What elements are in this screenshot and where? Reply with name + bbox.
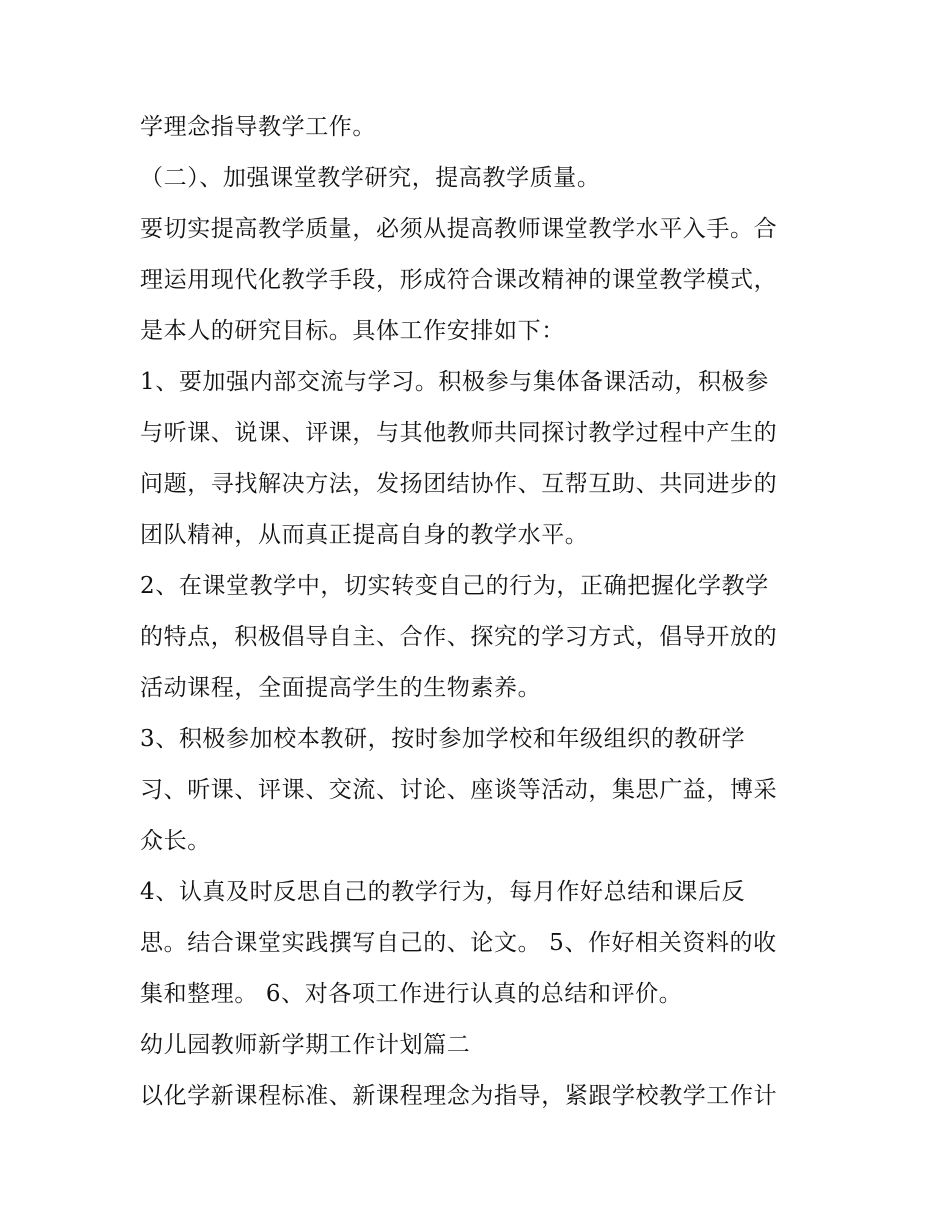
- text-line: 集和整理。 6、对各项工作进行认真的总结和评价。: [140, 981, 683, 1007]
- text-line: 团队精神，从而真正提高自身的教学水平。: [140, 522, 589, 548]
- text-line: 是本人的研究目标。具体工作安排如下：: [140, 318, 565, 344]
- section-heading: （二）、加强课堂教学研究，提高教学质量。: [140, 165, 601, 191]
- text-line: 众长。: [140, 828, 211, 854]
- text-line: 习、听课、评课、交流、讨论、座谈等活动，集思广益，博采: [140, 777, 778, 803]
- text-line: 的特点，积极倡导自主、合作、探究的学习方式，倡导开放的: [140, 624, 778, 650]
- list-item-line: 4、认真及时反思自己的教学行为，每月作好总结和课后反: [140, 879, 746, 905]
- text-line: 问题，寻找解决方法，发扬团结协作、互帮互助、共同进步的: [140, 471, 778, 497]
- list-item-line: 1、要加强内部交流与学习。积极参与集体备课活动，积极参: [140, 369, 769, 395]
- text-line: 与听课、说课、评课，与其他教师共同探讨教学过程中产生的: [140, 420, 778, 446]
- section-title: 幼儿园教师新学期工作计划篇二: [140, 1032, 471, 1058]
- text-line: 思。结合课堂实践撰写自己的、论文。 5、作好相关资料的收: [140, 930, 777, 956]
- list-item-line: 3、积极参加校本教研，按时参加学校和年级组织的教研学: [140, 726, 746, 752]
- text-line: 理运用现代化教学手段，形成符合课改精神的课堂教学模式，: [140, 267, 778, 293]
- text-line: 以化学新课程标准、新课程理念为指导，紧跟学校教学工作计: [140, 1083, 778, 1109]
- text-line: 活动课程，全面提高学生的生物素养。: [140, 675, 542, 701]
- text-line: 学理念指导教学工作。: [140, 114, 376, 140]
- text-line: 要切实提高教学质量，必须从提高教师课堂教学水平入手。合: [140, 216, 778, 242]
- list-item-line: 2、在课堂教学中，切实转变自己的行为，正确把握化学教学: [140, 573, 769, 599]
